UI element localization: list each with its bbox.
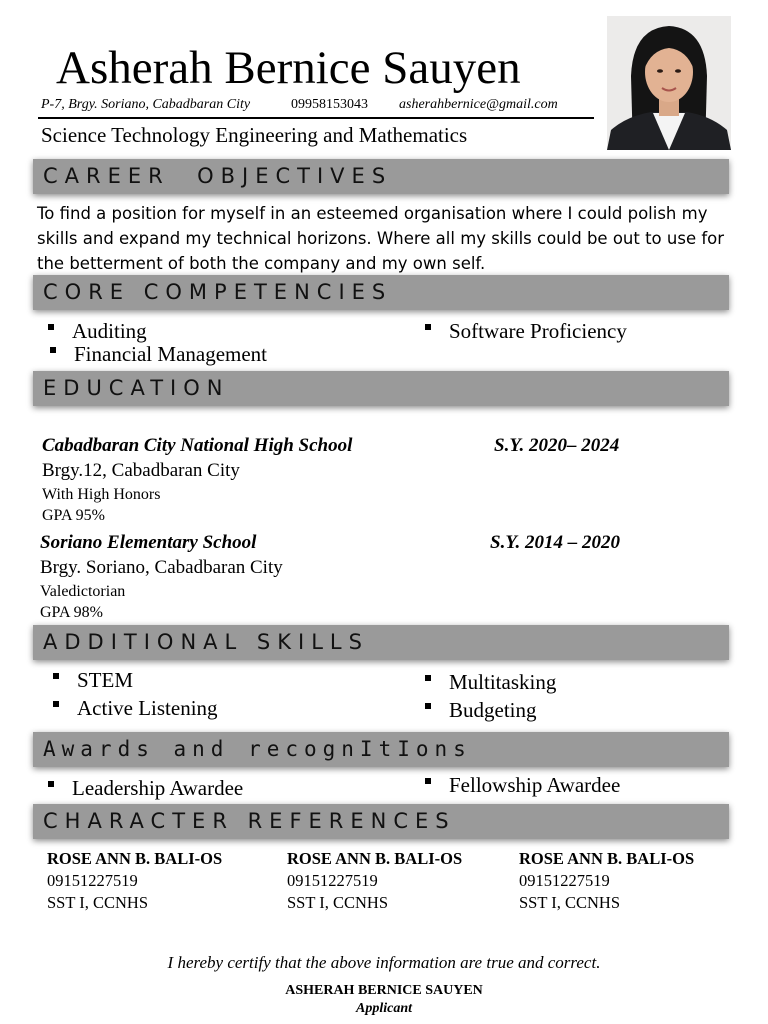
objective-text: To find a position for myself in an esteemed organisation where I could polish my skills and expand my technical horizons. Where all my skills could be out to use for the betterment of both the company and my own self. <box>37 204 725 273</box>
reference-position: SST I, CCNHS <box>287 893 389 912</box>
reference-position: SST I, CCNHS <box>47 893 149 912</box>
reference-phone: 09151227519 <box>287 871 378 890</box>
list-item: Active Listening <box>53 696 218 720</box>
email-text: asherahbernice@gmail.com <box>399 97 558 112</box>
list-item: Multitasking <box>425 670 556 694</box>
section-title: EDUCATION <box>43 376 230 400</box>
section-title: CORE COMPETENCIES <box>43 280 393 304</box>
header-divider <box>38 117 594 119</box>
list-item: STEM <box>53 668 133 692</box>
certification-statement: I hereby certify that the above information are true and correct. <box>167 953 601 972</box>
section-core-competencies <box>33 275 729 310</box>
list-item: Fellowship Awardee <box>425 773 620 797</box>
list-item: Software Proficiency <box>425 319 627 343</box>
bullet-icon <box>48 324 54 330</box>
section-additional-skills <box>33 625 729 660</box>
school-honor: With High Honors <box>42 486 161 503</box>
section-references <box>33 804 729 839</box>
bullet-icon <box>425 703 431 709</box>
reference-card <box>287 848 462 914</box>
section-title: CHARACTER REFERENCES <box>43 809 456 833</box>
list-item: Auditing <box>48 319 147 343</box>
reference-card <box>47 848 222 914</box>
section-career-objectives <box>33 159 729 194</box>
school-address: Brgy. Soriano, Cabadbaran City <box>40 557 283 578</box>
section-awards <box>33 732 729 767</box>
section-title: Awards and recognItIons <box>43 737 472 761</box>
school-gpa: GPA 98% <box>40 604 103 621</box>
school-honor: Valedictorian <box>40 583 126 600</box>
bullet-icon <box>53 701 59 707</box>
reference-name: ROSE ANN B. BALI-OS <box>47 849 223 868</box>
section-title: ADDITIONAL SKILLS <box>43 630 369 654</box>
school-name: Cabadbaran City National High School <box>42 435 353 456</box>
signature-role: Applicant <box>355 1001 412 1016</box>
reference-phone: 09151227519 <box>519 871 610 890</box>
bullet-icon <box>425 324 431 330</box>
section-education <box>33 371 729 406</box>
applicant-name: Asherah Bernice Sauyen <box>56 42 521 94</box>
list-item: Leadership Awardee <box>48 776 243 800</box>
strand-text: Science Technology Engineering and Mathematics <box>41 123 468 147</box>
bullet-icon <box>53 673 59 679</box>
applicant-photo <box>607 16 731 150</box>
school-gpa: GPA 95% <box>42 507 105 524</box>
list-item: Budgeting <box>425 698 537 722</box>
bullet-icon <box>425 778 431 784</box>
section-title: CAREER OBJECTIVES <box>43 164 393 188</box>
school-year: S.Y. 2020– 2024 <box>494 435 620 456</box>
reference-card <box>519 848 694 914</box>
reference-name: ROSE ANN B. BALI-OS <box>519 849 695 868</box>
list-item: Financial Management <box>50 342 267 366</box>
reference-position: SST I, CCNHS <box>519 893 621 912</box>
school-address: Brgy.12, Cabadbaran City <box>42 460 240 481</box>
phone-text: 09958153043 <box>291 97 368 112</box>
bullet-icon <box>50 347 56 353</box>
school-name: Soriano Elementary School <box>40 532 257 553</box>
signature-name: ASHERAH BERNICE SAUYEN <box>285 983 483 998</box>
bullet-icon <box>48 781 54 787</box>
school-year: S.Y. 2014 – 2020 <box>490 532 621 553</box>
reference-phone: 09151227519 <box>47 871 138 890</box>
bullet-icon <box>425 675 431 681</box>
address-text: P-7, Brgy. Soriano, Cabadbaran City <box>41 97 251 112</box>
reference-name: ROSE ANN B. BALI-OS <box>287 849 463 868</box>
